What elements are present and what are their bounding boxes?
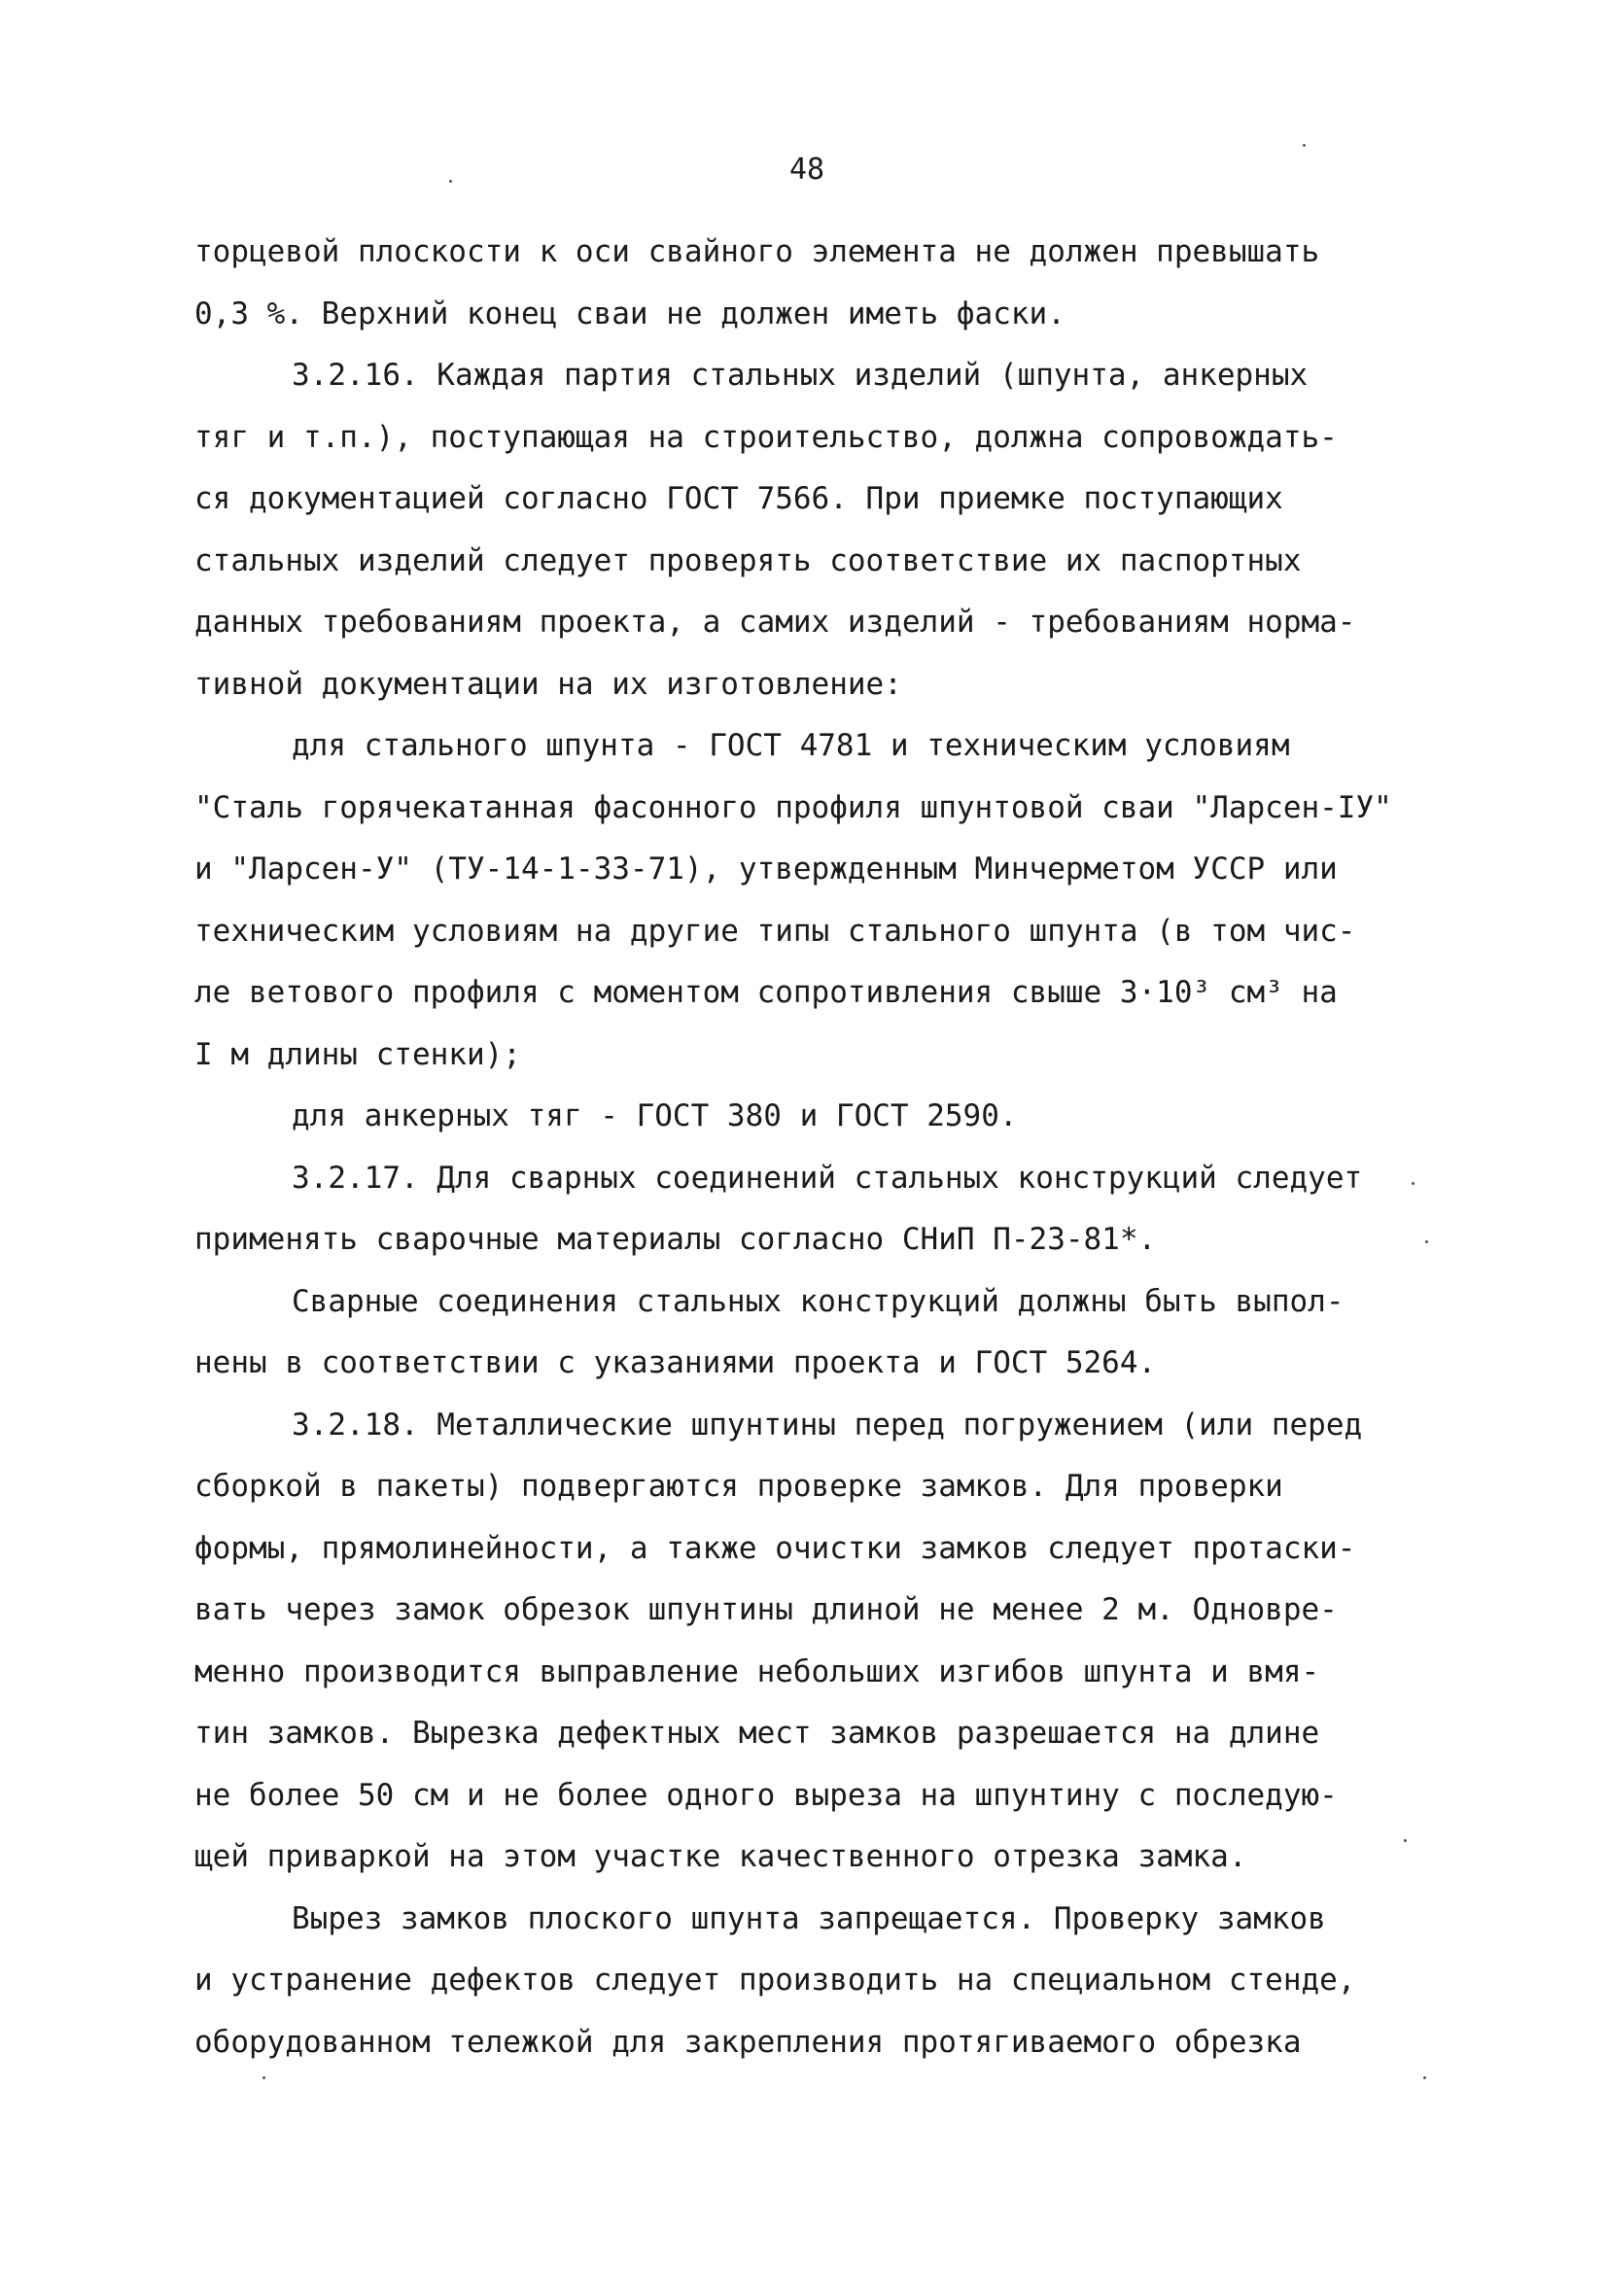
paragraph-heading-3-2-17: 3.2.17. Для сварных соединений стальных конструкций следует (292, 1160, 1363, 1196)
text-line: применять сварочные материалы согласно СНиП П-23-81*. (194, 1222, 1157, 1257)
scan-speck (1404, 1839, 1407, 1842)
scan-speck (1303, 144, 1306, 147)
text-line: тин замков. Вырезка дефектных мест замков разрешается на длине (194, 1716, 1320, 1751)
text-line: и устранение дефектов следует производить на специальном стенде, (194, 1963, 1356, 1998)
text-line: стальных изделий следует проверять соответствие их паспортных (194, 542, 1302, 578)
text-line: I м длины стенки); (194, 1036, 521, 1072)
paragraph-heading-3-2-18: 3.2.18. Металлические шпунтины перед погружением (или перед (292, 1407, 1363, 1443)
text-line: оборудованном тележкой для закрепления протягиваемого обрезка (194, 2024, 1302, 2060)
scan-speck (449, 180, 452, 183)
text-line: формы, прямолинейности, а также очистки замков следует протаски- (194, 1530, 1356, 1566)
text-line: тяг и т.п.), поступающая на строительство, должна сопровождать- (194, 419, 1338, 455)
text-line: нены в соответствии с указаниями проекта и ГОСТ 5264. (194, 1345, 1157, 1380)
paragraph-lock-cutting: Вырез замков плоского шпунта запрещается. Проверку замков (292, 1900, 1326, 1936)
paragraph-heading-3-2-16: 3.2.16. Каждая партия стальных изделий (шпунта, анкерных (292, 358, 1309, 393)
text-line: техническим условиям на другие типы стального шпунта (в том чис- (194, 913, 1356, 949)
text-line: вать через замок обрезок шпунтины длиной не менее 2 м. Одновре- (194, 1592, 1338, 1627)
text-line: данных требованиям проекта, а самих изделий - требованиям норма- (194, 605, 1356, 640)
list-item-steel-sheet-pile: для стального шпунта - ГОСТ 4781 и техническим условиям (292, 728, 1290, 763)
text-line: ся документацией согласно ГОСТ 7566. При приемке поступающих (194, 481, 1283, 516)
scan-speck (1412, 1182, 1415, 1185)
text-line: 0,3 %. Верхний конец сваи не должен иметь фаски. (194, 296, 1066, 331)
text-line: "Сталь горячекатанная фасонного профиля шпунтовой сваи "Ларсен-IУ" (194, 789, 1392, 825)
text-line: торцевой плоскости к оси свайного элемента не должен превышать (194, 234, 1320, 269)
scan-speck (1425, 1240, 1428, 1243)
text-line: и "Ларсен-У" (ТУ-14-1-33-71), утвержденным Минчерметом УССР или (194, 852, 1338, 887)
text-line: не более 50 см и не более одного выреза на шпунтину с последую- (194, 1777, 1338, 1813)
text-line: менно производится выправление небольших изгибов шпунта и вмя- (194, 1653, 1320, 1689)
text-line: тивной документации на их изготовление: (194, 666, 902, 702)
list-item-anchor-rods: для анкерных тяг - ГОСТ 380 и ГОСТ 2590. (292, 1098, 1018, 1133)
text-line: сборкой в пакеты) подвергаются проверке замков. Для проверки (194, 1469, 1283, 1504)
page-number: 48 (788, 153, 825, 187)
paragraph-welded-joints: Сварные соединения стальных конструкций должны быть выпол- (292, 1283, 1345, 1319)
body-text (194, 222, 1458, 2073)
text-line: ле ветового профиля с моментом сопротивления свыше 3·10³ см³ на (194, 975, 1338, 1010)
scan-speck (1423, 2076, 1426, 2079)
text-line: щей приваркой на этом участке качественного отрезка замка. (194, 1839, 1247, 1874)
scan-speck (262, 2076, 265, 2079)
